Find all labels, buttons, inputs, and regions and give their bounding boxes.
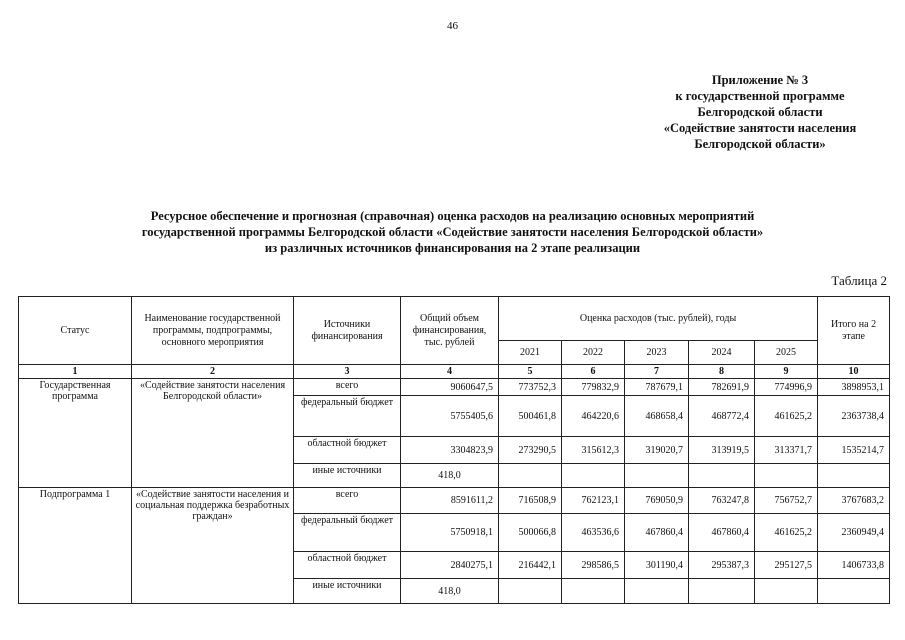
- row-stage-total: 2363738,4: [818, 396, 890, 437]
- column-number: 10: [818, 365, 890, 379]
- title-line: из различных источников финансирования на 2 этапе реализации: [264, 241, 641, 255]
- row-year-value: [689, 579, 755, 604]
- row-status: Подпрограмма 1: [19, 488, 132, 604]
- row-year-value: 313371,7: [755, 437, 818, 464]
- table-row: [19, 379, 890, 396]
- column-number: 8: [689, 365, 755, 379]
- row-year-value: 461625,2: [755, 514, 818, 552]
- table-row: [19, 488, 890, 514]
- row-year-value: [499, 579, 562, 604]
- row-year-value: 716508,9: [499, 488, 562, 514]
- column-number: 5: [499, 365, 562, 379]
- appendix-line: Белгородской области: [697, 105, 823, 119]
- row-stage-total: [818, 464, 890, 488]
- row-year-value: [755, 579, 818, 604]
- appendix-heading: [630, 72, 890, 152]
- row-year-value: 782691,9: [689, 379, 755, 396]
- row-year-value: 468772,4: [689, 396, 755, 437]
- header-name: Наименование государственной программы, подпрограммы, основного мероприятия: [132, 297, 294, 365]
- column-number: 7: [625, 365, 689, 379]
- row-total: 418,0: [401, 579, 499, 604]
- row-year-value: [562, 464, 625, 488]
- row-year-value: [625, 579, 689, 604]
- row-year-value: 500066,8: [499, 514, 562, 552]
- row-status: Государственная программа: [19, 379, 132, 488]
- title-line: государственной программы Белгородской области «Содействие занятости населения Белгородской области»: [141, 225, 764, 239]
- row-stage-total: 1535214,7: [818, 437, 890, 464]
- document-title: [0, 208, 905, 256]
- column-number: 6: [562, 365, 625, 379]
- financing-table: [18, 296, 890, 604]
- row-year-value: 762123,1: [562, 488, 625, 514]
- appendix-line: Белгородской области»: [694, 137, 826, 151]
- row-year-value: 295387,3: [689, 552, 755, 579]
- appendix-line: «Содействие занятости населения: [663, 121, 857, 135]
- row-year-value: 467860,4: [689, 514, 755, 552]
- header-year: 2025: [755, 341, 818, 365]
- row-year-value: 295127,5: [755, 552, 818, 579]
- row-name: «Содействие занятости населения Белгородской области»: [132, 379, 294, 488]
- row-year-value: 756752,7: [755, 488, 818, 514]
- row-year-value: 216442,1: [499, 552, 562, 579]
- row-year-value: 319020,7: [625, 437, 689, 464]
- row-year-value: 500461,8: [499, 396, 562, 437]
- column-number: 9: [755, 365, 818, 379]
- row-source: федеральный бюджет: [294, 396, 401, 437]
- row-total: 9060647,5: [401, 379, 499, 396]
- page-number: 46: [447, 20, 458, 32]
- row-year-value: 315612,3: [562, 437, 625, 464]
- row-year-value: 313919,5: [689, 437, 755, 464]
- row-stage-total: 3767683,2: [818, 488, 890, 514]
- header-estimate: Оценка расходов (тыс. рублей), годы: [499, 297, 818, 341]
- row-year-value: 763247,8: [689, 488, 755, 514]
- column-number: 3: [294, 365, 401, 379]
- row-source: областной бюджет: [294, 552, 401, 579]
- row-total: 8591611,2: [401, 488, 499, 514]
- row-year-value: 464220,6: [562, 396, 625, 437]
- header-row: [19, 297, 890, 341]
- row-source: всего: [294, 488, 401, 514]
- row-source: федеральный бюджет: [294, 514, 401, 552]
- row-year-value: 273290,5: [499, 437, 562, 464]
- row-source: всего: [294, 379, 401, 396]
- row-year-value: 773752,3: [499, 379, 562, 396]
- row-year-value: [562, 579, 625, 604]
- header-stage-total: Итого на 2 этапе: [818, 297, 890, 365]
- column-number: 4: [401, 365, 499, 379]
- row-total: 2840275,1: [401, 552, 499, 579]
- row-year-value: 774996,9: [755, 379, 818, 396]
- row-source: иные источники: [294, 464, 401, 488]
- row-stage-total: [818, 579, 890, 604]
- row-name: «Содействие занятости населения и социальная поддержка безработных граждан»: [132, 488, 294, 604]
- header-year: 2024: [689, 341, 755, 365]
- row-year-value: [755, 464, 818, 488]
- row-source: областной бюджет: [294, 437, 401, 464]
- column-number-row: [19, 365, 890, 379]
- title-line: Ресурсное обеспечение и прогнозная (справочная) оценка расходов на реализацию основных мероприятий: [150, 209, 755, 223]
- row-year-value: 468658,4: [625, 396, 689, 437]
- row-total: 3304823,9: [401, 437, 499, 464]
- row-year-value: 769050,9: [625, 488, 689, 514]
- row-stage-total: 2360949,4: [818, 514, 890, 552]
- row-year-value: [625, 464, 689, 488]
- column-number: 1: [19, 365, 132, 379]
- row-year-value: 779832,9: [562, 379, 625, 396]
- row-year-value: 467860,4: [625, 514, 689, 552]
- row-total: 5755405,6: [401, 396, 499, 437]
- row-stage-total: 3898953,1: [818, 379, 890, 396]
- table-label: Таблица 2: [831, 273, 887, 288]
- header-year: 2022: [562, 341, 625, 365]
- row-total: 418,0: [401, 464, 499, 488]
- appendix-line: к государственной программе: [675, 89, 845, 103]
- header-sources: Источники финансирования: [294, 297, 401, 365]
- row-year-value: 301190,4: [625, 552, 689, 579]
- row-total: 5750918,1: [401, 514, 499, 552]
- row-year-value: 461625,2: [755, 396, 818, 437]
- header-year: 2021: [499, 341, 562, 365]
- row-year-value: [499, 464, 562, 488]
- column-number: 2: [132, 365, 294, 379]
- row-year-value: 787679,1: [625, 379, 689, 396]
- appendix-line: Приложение № 3: [711, 73, 809, 87]
- header-year: 2023: [625, 341, 689, 365]
- row-source: иные источники: [294, 579, 401, 604]
- row-year-value: 298586,5: [562, 552, 625, 579]
- header-total-volume: Общий объем финансирования, тыс. рублей: [401, 297, 499, 365]
- row-year-value: [689, 464, 755, 488]
- header-status: Статус: [19, 297, 132, 365]
- row-stage-total: 1406733,8: [818, 552, 890, 579]
- row-year-value: 463536,6: [562, 514, 625, 552]
